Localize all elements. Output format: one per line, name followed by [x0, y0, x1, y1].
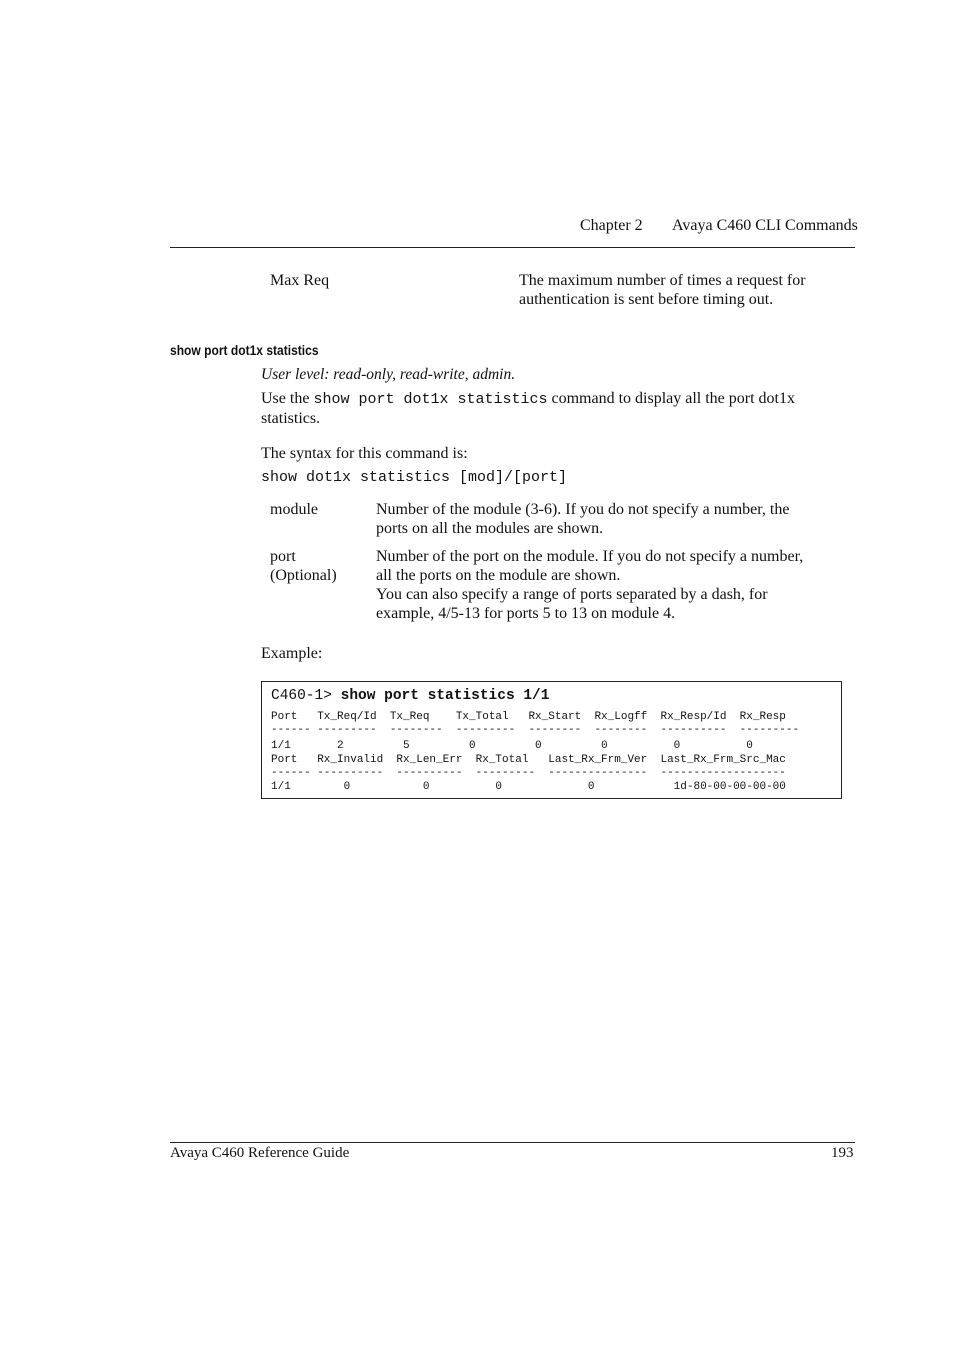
- intro-command: show port dot1x statistics: [313, 391, 548, 408]
- output-header-row-2: Port Rx_Invalid Rx_Len_Err Rx_Total Last_Rx_Frm_Ver Last_Rx_Frm_Src_Mac: [271, 754, 786, 766]
- param-term-port-optional: (Optional): [270, 567, 337, 584]
- example-prompt-line: [271, 688, 549, 704]
- param-desc-module-line2: ports on all the modules are shown.: [376, 520, 604, 537]
- footer-title: Avaya C460 Reference Guide: [170, 1145, 350, 1161]
- header-chapter-title: Avaya C460 CLI Commands: [672, 217, 858, 234]
- header-chapter: Chapter 2: [580, 217, 643, 234]
- example-code-box: [261, 681, 842, 799]
- intro-paragraph-line2: statistics.: [261, 410, 321, 427]
- user-level: User level: read-only, read-write, admin.: [261, 366, 516, 383]
- output-data-row-2: 1/1 0 0 0 0 1d-80-00-00-00-00: [271, 781, 786, 793]
- syntax-command: show dot1x statistics [mod]/[port]: [261, 469, 568, 486]
- output-data-row-1: 1/1 2 5 0 0 0 0 0: [271, 740, 753, 752]
- param-term-module: module: [270, 501, 318, 518]
- page-number: 193: [831, 1145, 854, 1161]
- example-prompt: C460-1>: [271, 688, 341, 704]
- max-req-term: Max Req: [270, 272, 330, 289]
- param-desc-module-line1: Number of the module (3-6). If you do not specify a number, the: [376, 501, 790, 518]
- intro-prefix: Use the: [261, 390, 310, 407]
- intro-suffix: command to display all the port dot1x: [551, 390, 795, 407]
- param-term-port: port: [270, 548, 296, 565]
- example-label: Example:: [261, 645, 323, 662]
- header-rule: [170, 247, 855, 248]
- output-separator-row-1: ------ --------- -------- --------- -------- -------- ---------- ---------: [271, 724, 800, 736]
- max-req-definition-line2: authentication is sent before timing out.: [519, 291, 774, 308]
- max-req-definition-line1: The maximum number of times a request for: [519, 272, 806, 289]
- param-desc-port-line4: example, 4/5-13 for ports 5 to 13 on module 4.: [376, 605, 676, 622]
- param-desc-port-line1: Number of the port on the module. If you do not specify a number,: [376, 548, 804, 565]
- param-desc-port-line3: You can also specify a range of ports separated by a dash, for: [376, 586, 768, 603]
- section-heading: show port dot1x statistics: [170, 342, 319, 358]
- syntax-label: The syntax for this command is:: [261, 445, 468, 462]
- param-desc-port-line2: all the ports on the module are shown.: [376, 567, 621, 584]
- intro-paragraph-line1: [261, 389, 795, 409]
- output-header-row-1: Port Tx_Req/Id Tx_Req Tx_Total Rx_Start Rx_Logff Rx_Resp/Id Rx_Resp: [271, 711, 786, 723]
- output-separator-row-2: ------ ---------- ---------- --------- --------------- -------------------: [271, 767, 786, 779]
- footer-rule: [170, 1142, 855, 1143]
- example-command: show port statistics 1/1: [340, 688, 550, 704]
